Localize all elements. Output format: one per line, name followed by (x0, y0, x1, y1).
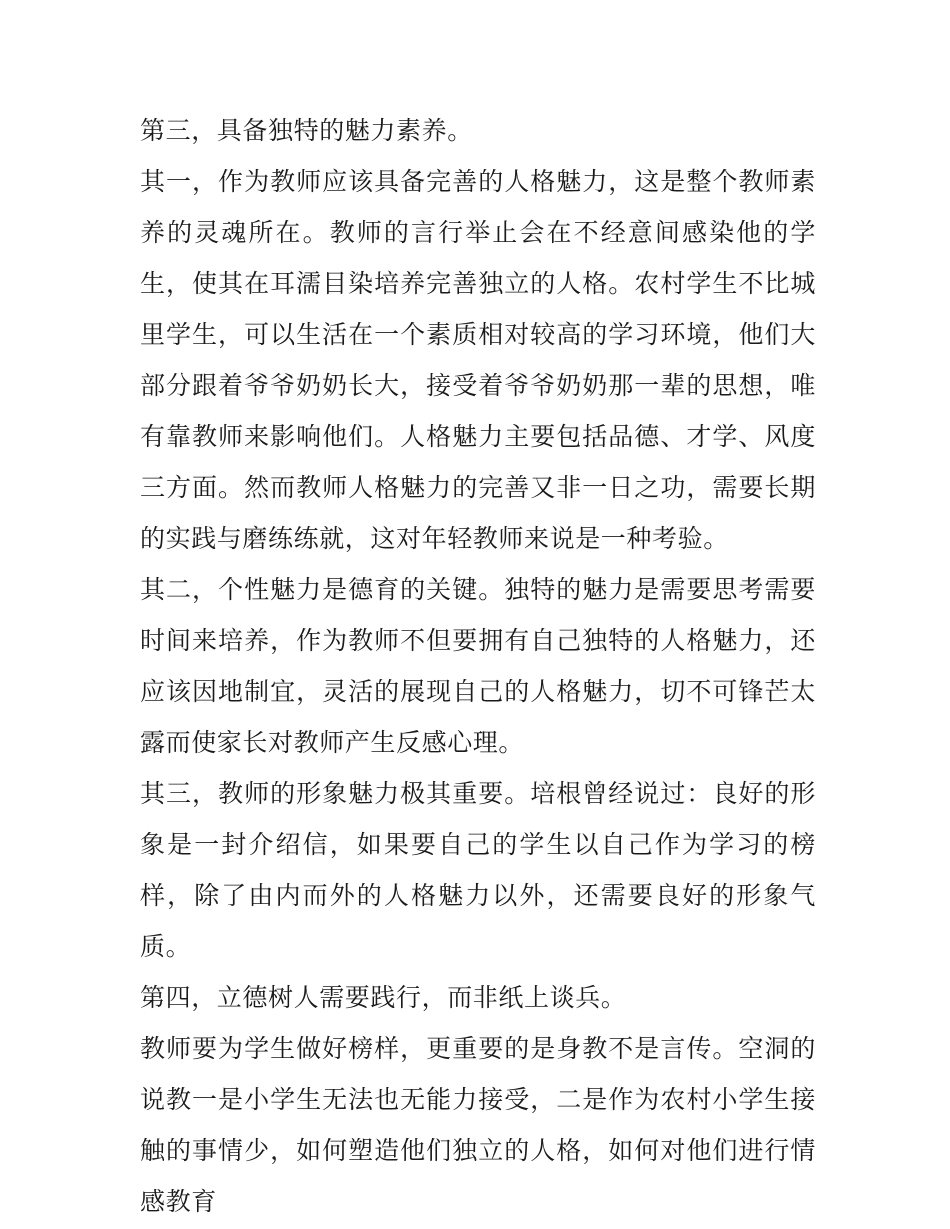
paragraph-section-three-heading: 第三，具备独特的魅力素养。 (140, 116, 473, 145)
paragraph-point-one: 其一，作为教师应该具备完善的人格魅力，这是整个教师素养的灵魂所在。教师的言行举止会在不经意间感染他的学生，使其在耳濡目染培养完善独立的人格。农村学生不比城里学生，可以生活在一个素质相对较高的学习环境，他们大部分跟着爷爷奶奶长大，接受着爷爷奶奶那一辈的思想，唯有靠教师来影响他们。人格魅力主要包括品德、才学、风度三方面。然而教师人格魅力的完善又非一日之功，需要长期的实践与磨练练就，这对年轻教师来说是一种考验。 (140, 167, 816, 553)
document-body (140, 105, 816, 1227)
paragraph-point-two: 其二，个性魅力是德育的关键。独特的魅力是需要思考需要时间来培养，作为教师不但要拥有自己独特的人格魅力，还应该因地制宜，灵活的展现自己的人格魅力，切不可锋芒太露而使家长对教师产生反感心理。 (140, 575, 816, 757)
paragraph-section-four-heading: 第四，立德树人需要践行，而非纸上谈兵。 (140, 983, 627, 1012)
paragraph-section-four-body: 教师要为学生做好榜样，更重要的是身教不是言传。空洞的说教一是小学生无法也无能力接受，二是作为农村小学生接触的事情少，如何塑造他们独立的人格，如何对他们进行情感教育 (140, 1034, 816, 1216)
paragraph-point-three: 其三，教师的形象魅力极其重要。培根曾经说过：良好的形象是一封介绍信，如果要自己的学生以自己作为学习的榜样，除了由内而外的人格魅力以外，还需要良好的形象气质。 (140, 779, 816, 961)
